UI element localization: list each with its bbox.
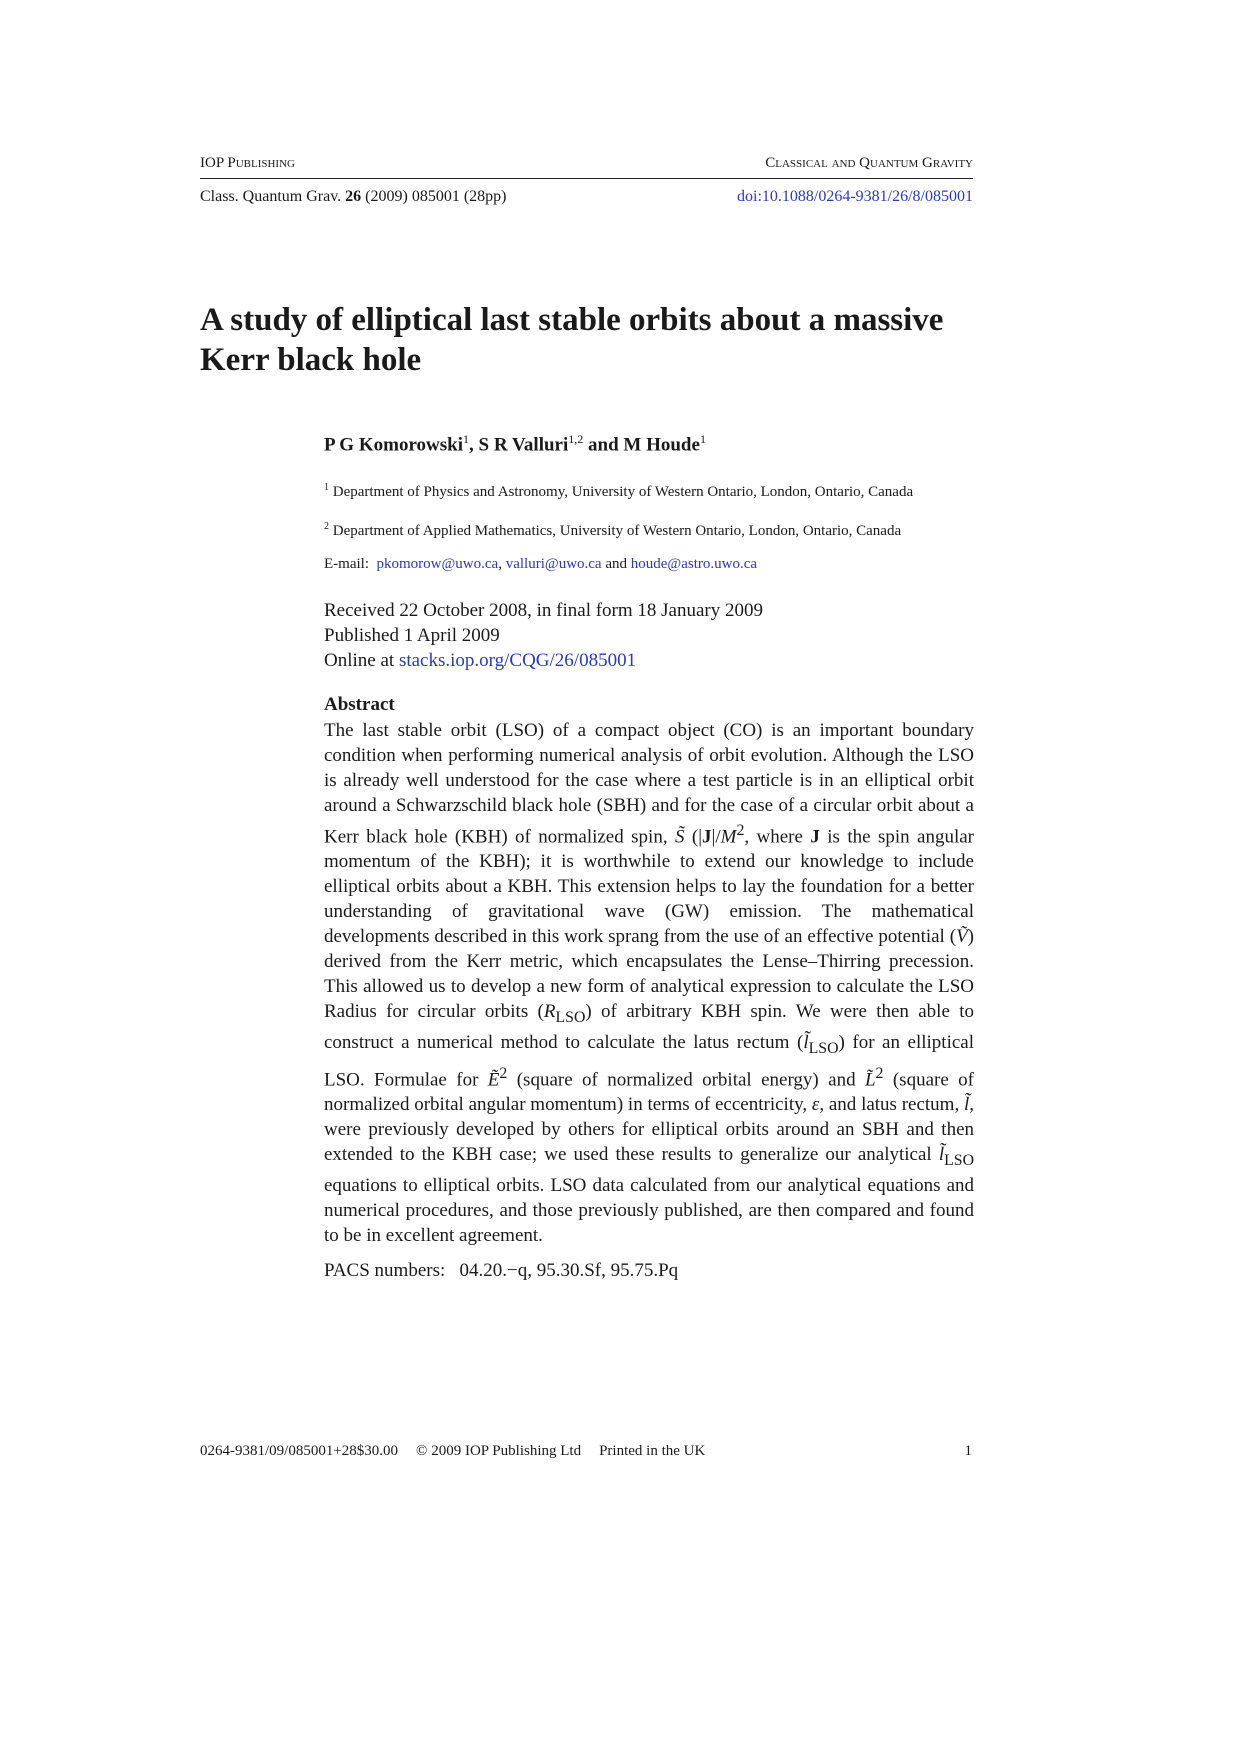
- abstract-text: |/: [711, 826, 721, 848]
- math-symbol: ε: [811, 1094, 820, 1116]
- math-subscript: LSO: [555, 1009, 586, 1027]
- email-link[interactable]: valluri@uwo.ca: [505, 556, 602, 572]
- math-superscript: 2: [875, 1064, 884, 1082]
- footer-info: [200, 1443, 723, 1460]
- citation-volume: 26: [345, 188, 362, 205]
- math-subscript: LSO: [944, 1152, 974, 1170]
- pacs-label: PACS numbers:: [324, 1260, 446, 1281]
- footer-printed: Printed in the UK: [599, 1443, 706, 1459]
- abstract-text: is the spin angular momentum of the KBH); it is worthwhile to extend our knowledge to include elliptical orbits about a KBH. This extension helps to lay the foundation for a better understanding of gravitational wave (GW) emission. The mathematical developments described in this work sprang from the use of an effective potential (: [324, 826, 975, 948]
- author-affil-mark: 1,2: [568, 432, 584, 446]
- affiliation-text: Department of Applied Mathematics, University of Western Ontario, London, Ontario, Canada: [332, 523, 902, 539]
- affiliation: [324, 478, 974, 502]
- pacs-values: 04.20.−q, 95.30.Sf, 95.75.Pq: [459, 1260, 679, 1281]
- math-superscript: 2: [499, 1064, 508, 1082]
- math-symbol: Ṽ: [956, 926, 968, 948]
- author-name: P G Komorowski: [324, 434, 463, 456]
- page-number: 1: [964, 1443, 972, 1459]
- affiliation: [324, 517, 974, 541]
- author-name: M Houde: [623, 434, 700, 456]
- online-line: [324, 648, 763, 673]
- abstract-text: ) derived from the Kerr metric, which encapsulates the Lense–Thirring precession. This allowed us to develop a new form of analytical expression to calculate the LSO Radius for circular orbits (: [324, 926, 974, 1023]
- published-date: Published 1 April 2009: [324, 625, 500, 646]
- affiliation-text: Department of Physics and Astronomy, University of Western Ontario, London, Ontario, Canada: [332, 484, 914, 500]
- math-superscript: 2: [736, 822, 745, 839]
- email-label: E-mail:: [324, 556, 369, 572]
- math-symbol: Ẽ: [487, 1069, 500, 1091]
- abstract-text: , and latus rectum,: [819, 1094, 964, 1116]
- math-symbol: J: [702, 826, 712, 848]
- publisher-name: IOP Publishing: [200, 155, 295, 171]
- citation-suffix: (2009) 085001 (28pp): [365, 188, 507, 205]
- author-affil-mark: 1: [699, 432, 706, 446]
- author-separator: ,: [469, 434, 479, 456]
- email-line: [324, 556, 757, 573]
- abstract-text: , were previously developed by others for elliptical orbits around an SBH and then extended to the KBH case; we used these results to generalize our analytical: [324, 1094, 974, 1166]
- author-affil-mark: 1: [463, 432, 469, 446]
- math-symbol: l̃: [803, 1032, 809, 1054]
- math-symbol: S̃: [674, 826, 685, 848]
- email-separator: ,: [498, 556, 502, 572]
- abstract-text: (square of normalized orbital energy) and: [507, 1069, 865, 1091]
- author-name: S R Valluri: [478, 434, 569, 456]
- citation-prefix: Class. Quantum Grav.: [200, 188, 342, 205]
- online-label: Online at: [324, 650, 395, 671]
- journal-name: Classical and Quantum Gravity: [765, 155, 973, 171]
- abstract-text: ) of arbitrary KBH spin. We were then able to construct a numerical method to calculate the latus rectum (: [324, 1001, 974, 1054]
- footer-copyright: © 2009 IOP Publishing Ltd: [416, 1443, 582, 1459]
- email-link[interactable]: pkomorow@uwo.ca: [376, 556, 499, 572]
- abstract-text: (|: [684, 826, 703, 848]
- abstract-text: (square of normalized orbital angular momentum) in terms of eccentricity,: [324, 1069, 974, 1116]
- math-symbol: J: [810, 826, 820, 848]
- citation: [200, 188, 506, 206]
- abstract-body: [324, 718, 974, 1248]
- author-list: [324, 432, 706, 456]
- math-symbol: L̃: [864, 1069, 876, 1091]
- paper-title: A study of elliptical last stable orbits about a massive Kerr black hole: [200, 302, 944, 378]
- pacs-line: [324, 1260, 678, 1282]
- affiliation-mark: 2: [324, 521, 329, 532]
- doi-link[interactable]: doi:10.1088/0264-9381/26/8/085001: [737, 188, 973, 205]
- math-subscript: LSO: [808, 1039, 839, 1057]
- email-separator: and: [605, 556, 628, 572]
- abstract-text: , where: [744, 826, 811, 848]
- footer-code: 0264-9381/09/085001+28$30.00: [200, 1443, 399, 1459]
- header-rule: [200, 178, 973, 179]
- math-symbol: l̃: [938, 1144, 945, 1166]
- publication-dates: [324, 598, 763, 673]
- math-symbol: R: [543, 1001, 556, 1023]
- math-symbol: M: [720, 826, 737, 848]
- abstract-text: The last stable orbit (LSO) of a compact object (CO) is an important boundary condition when performing numerical analysis of orbit evolution. Although the LSO is already well understood for the case where a test particle is in an elliptical orbit around a Schwarzschild black hole (SBH) and for the case of a circular orbit about a Kerr black hole (KBH) of normalized spin,: [324, 720, 974, 848]
- received-date: Received 22 October 2008, in final form 18 January 2009: [324, 600, 763, 621]
- math-symbol: l̃: [963, 1094, 970, 1116]
- abstract-heading: Abstract: [324, 694, 395, 715]
- online-link[interactable]: stacks.iop.org/CQG/26/085001: [398, 650, 637, 671]
- affiliation-mark: 1: [324, 482, 329, 493]
- abstract-text: ) for an elliptical LSO. Formulae for: [324, 1032, 974, 1091]
- author-separator: and: [583, 434, 624, 456]
- email-link[interactable]: houde@astro.uwo.ca: [630, 556, 758, 572]
- abstract-text: equations to elliptical orbits. LSO data calculated from our analytical equations and numerical procedures, and those previously published, are then compared and found to be in excellent agreement.: [324, 1175, 974, 1247]
